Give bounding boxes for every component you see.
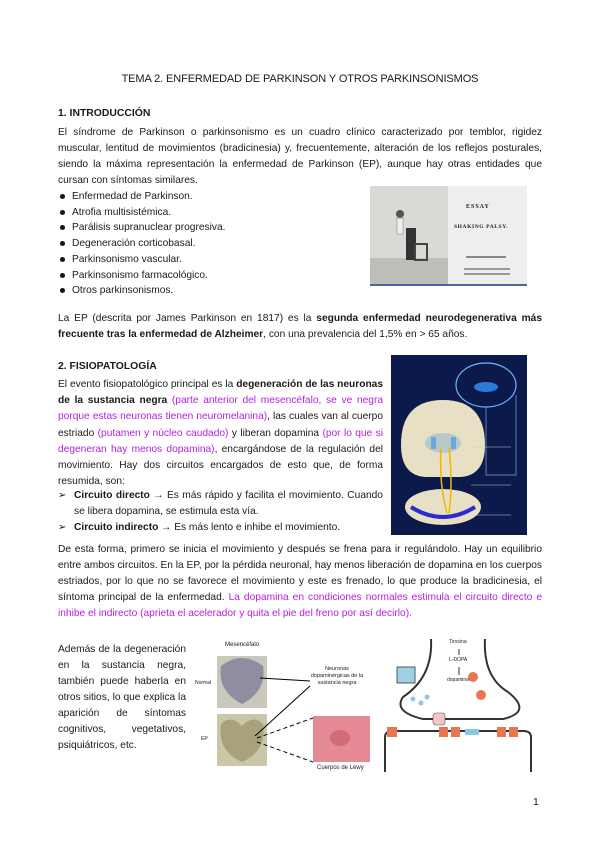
other-sites-paragraph: Además de la degeneración en la sustancia negra, también puede haberla en otros sitios, lo que explica la aparición de síntomas cognitivos, vegetativos, psiquiátricos, etc. (58, 644, 186, 751)
circuit-name: Circuito directo (74, 490, 150, 501)
list-item: Otros parkinsonismos. (58, 283, 358, 299)
brain-dopamine-pathway-image (391, 355, 527, 535)
bold-text: degeneración de las neuronas de la sustancia negra (58, 379, 383, 407)
mesencephalon-lewy-figure (195, 636, 380, 776)
list-item: Parkinsonismo farmacológico. (58, 268, 358, 284)
highlight-text: (por lo que si degeneran hay menos dopamina) (58, 427, 384, 455)
label-ep: EP (201, 736, 208, 742)
circuit-name: Circuito indirecto (74, 522, 159, 534)
section-heading-fisiopatologia: 2. FISIOPATOLOGÍA (58, 361, 157, 372)
page-number: 1 (533, 796, 539, 808)
dopaminergic-synapse-diagram (383, 637, 541, 772)
essay-title: ESSAY (466, 204, 490, 210)
essay-subtitle: SHAKING PALSY. (454, 224, 509, 230)
text: , encargándose de la regulación del movimiento. Hay dos circuitos encargados de esto que, de forma resumida, son: (58, 443, 383, 488)
label-tirosina: Tirosina (449, 639, 467, 645)
highlight-text: La dopamina en condiciones normales estimula el circuito directo e inhibe el indirecto (aprieta el acelerador y quita el pie del freno por así decirlo). (58, 592, 542, 619)
list-item: Parkinsonismo vascular. (58, 252, 358, 268)
text: y liberan dopamina (228, 427, 323, 439)
circuit-desc: → Es más lento e inhibe el movimiento. (158, 522, 341, 534)
text: De esta forma, primero se inicia el movimiento y después se frena para ir regulándolo. Hay un equilibrio entre ambos circuitos. En la EP, por la pérdida neuronal, hay menos liberación de dopamina en los cuerpos estriados, por lo que no se favorece el movimiento y este es frenado, lo que produce la bradicinesia, el síntoma principal de la enfermedad. (58, 544, 543, 603)
circuit-desc: → Es más rápido y facilita el movimiento. Cuando se libera dopamina, se estimula esta vía. (74, 490, 383, 518)
list-item: Enfermedad de Parkinson. (58, 189, 358, 205)
label-cuerpos-lewy: Cuerpos de Lewy (317, 765, 364, 771)
document-title: TEMA 2. ENFERMEDAD DE PARKINSON Y OTROS PARKINSONISMOS (121, 73, 479, 85)
highlight-text: (parte anterior del mesencéfalo, se ve negra porque estas neuronas tienen neuromelanina) (58, 395, 383, 423)
bold-text: segunda enfermedad neurodegenerativa más frecuente tras la enfermedad de Alzheimer (58, 313, 542, 340)
fisiopatologia-paragraph (58, 377, 383, 490)
arrow-bullet-icon: ➢ (58, 490, 67, 501)
circuit-item (58, 488, 383, 520)
circuit-item (58, 520, 383, 536)
label-mesencefalo: Mesencéfalo (225, 642, 260, 648)
text: , con una prevalencia del 1,5% en > 65 años. (263, 329, 468, 340)
arrow-bullet-icon: ➢ (58, 522, 67, 534)
list-item: Parálisis supranuclear progresiva. (58, 220, 358, 236)
text: , las cuales van al cuerpo estriado (58, 411, 383, 439)
list-item: Atrofia multisistémica. (58, 205, 358, 221)
text: La EP (descrita por James Parkinson en 1817) es la (58, 313, 317, 324)
label-normal: Normal (195, 680, 212, 686)
parkinsonism-list (58, 189, 358, 299)
essay-shaking-palsy-image (370, 186, 527, 286)
highlight-text: (putamen y núcleo caudado) (97, 427, 229, 439)
intro-paragraph: El síndrome de Parkinson o parkinsonismo es un cuadro clínico caracterizado por temblor, rigidez muscular, lentitud de movimientos (bradicinesia) y, frecuentemente, alteración de los reflejos posturales, siendo la máxima representación la enfermedad de Parkinson (EP), aunque hay otras entidades que cursan con síntomas similares. (58, 127, 542, 186)
circuits-list (58, 488, 383, 537)
label-neuronas: Neuronas dopaminérgicas de la sustancia negra (310, 666, 364, 686)
text: El evento fisiopatológico principal es la (58, 379, 237, 390)
label-l-dopa: L-DOPA (449, 657, 468, 663)
list-item: Degeneración corticobasal. (58, 236, 358, 252)
balance-paragraph (58, 542, 542, 622)
label-dopamina: dopamina (447, 677, 469, 683)
ep-paragraph (58, 311, 542, 343)
section-heading-introduccion: 1. INTRODUCCIÓN (58, 108, 151, 119)
